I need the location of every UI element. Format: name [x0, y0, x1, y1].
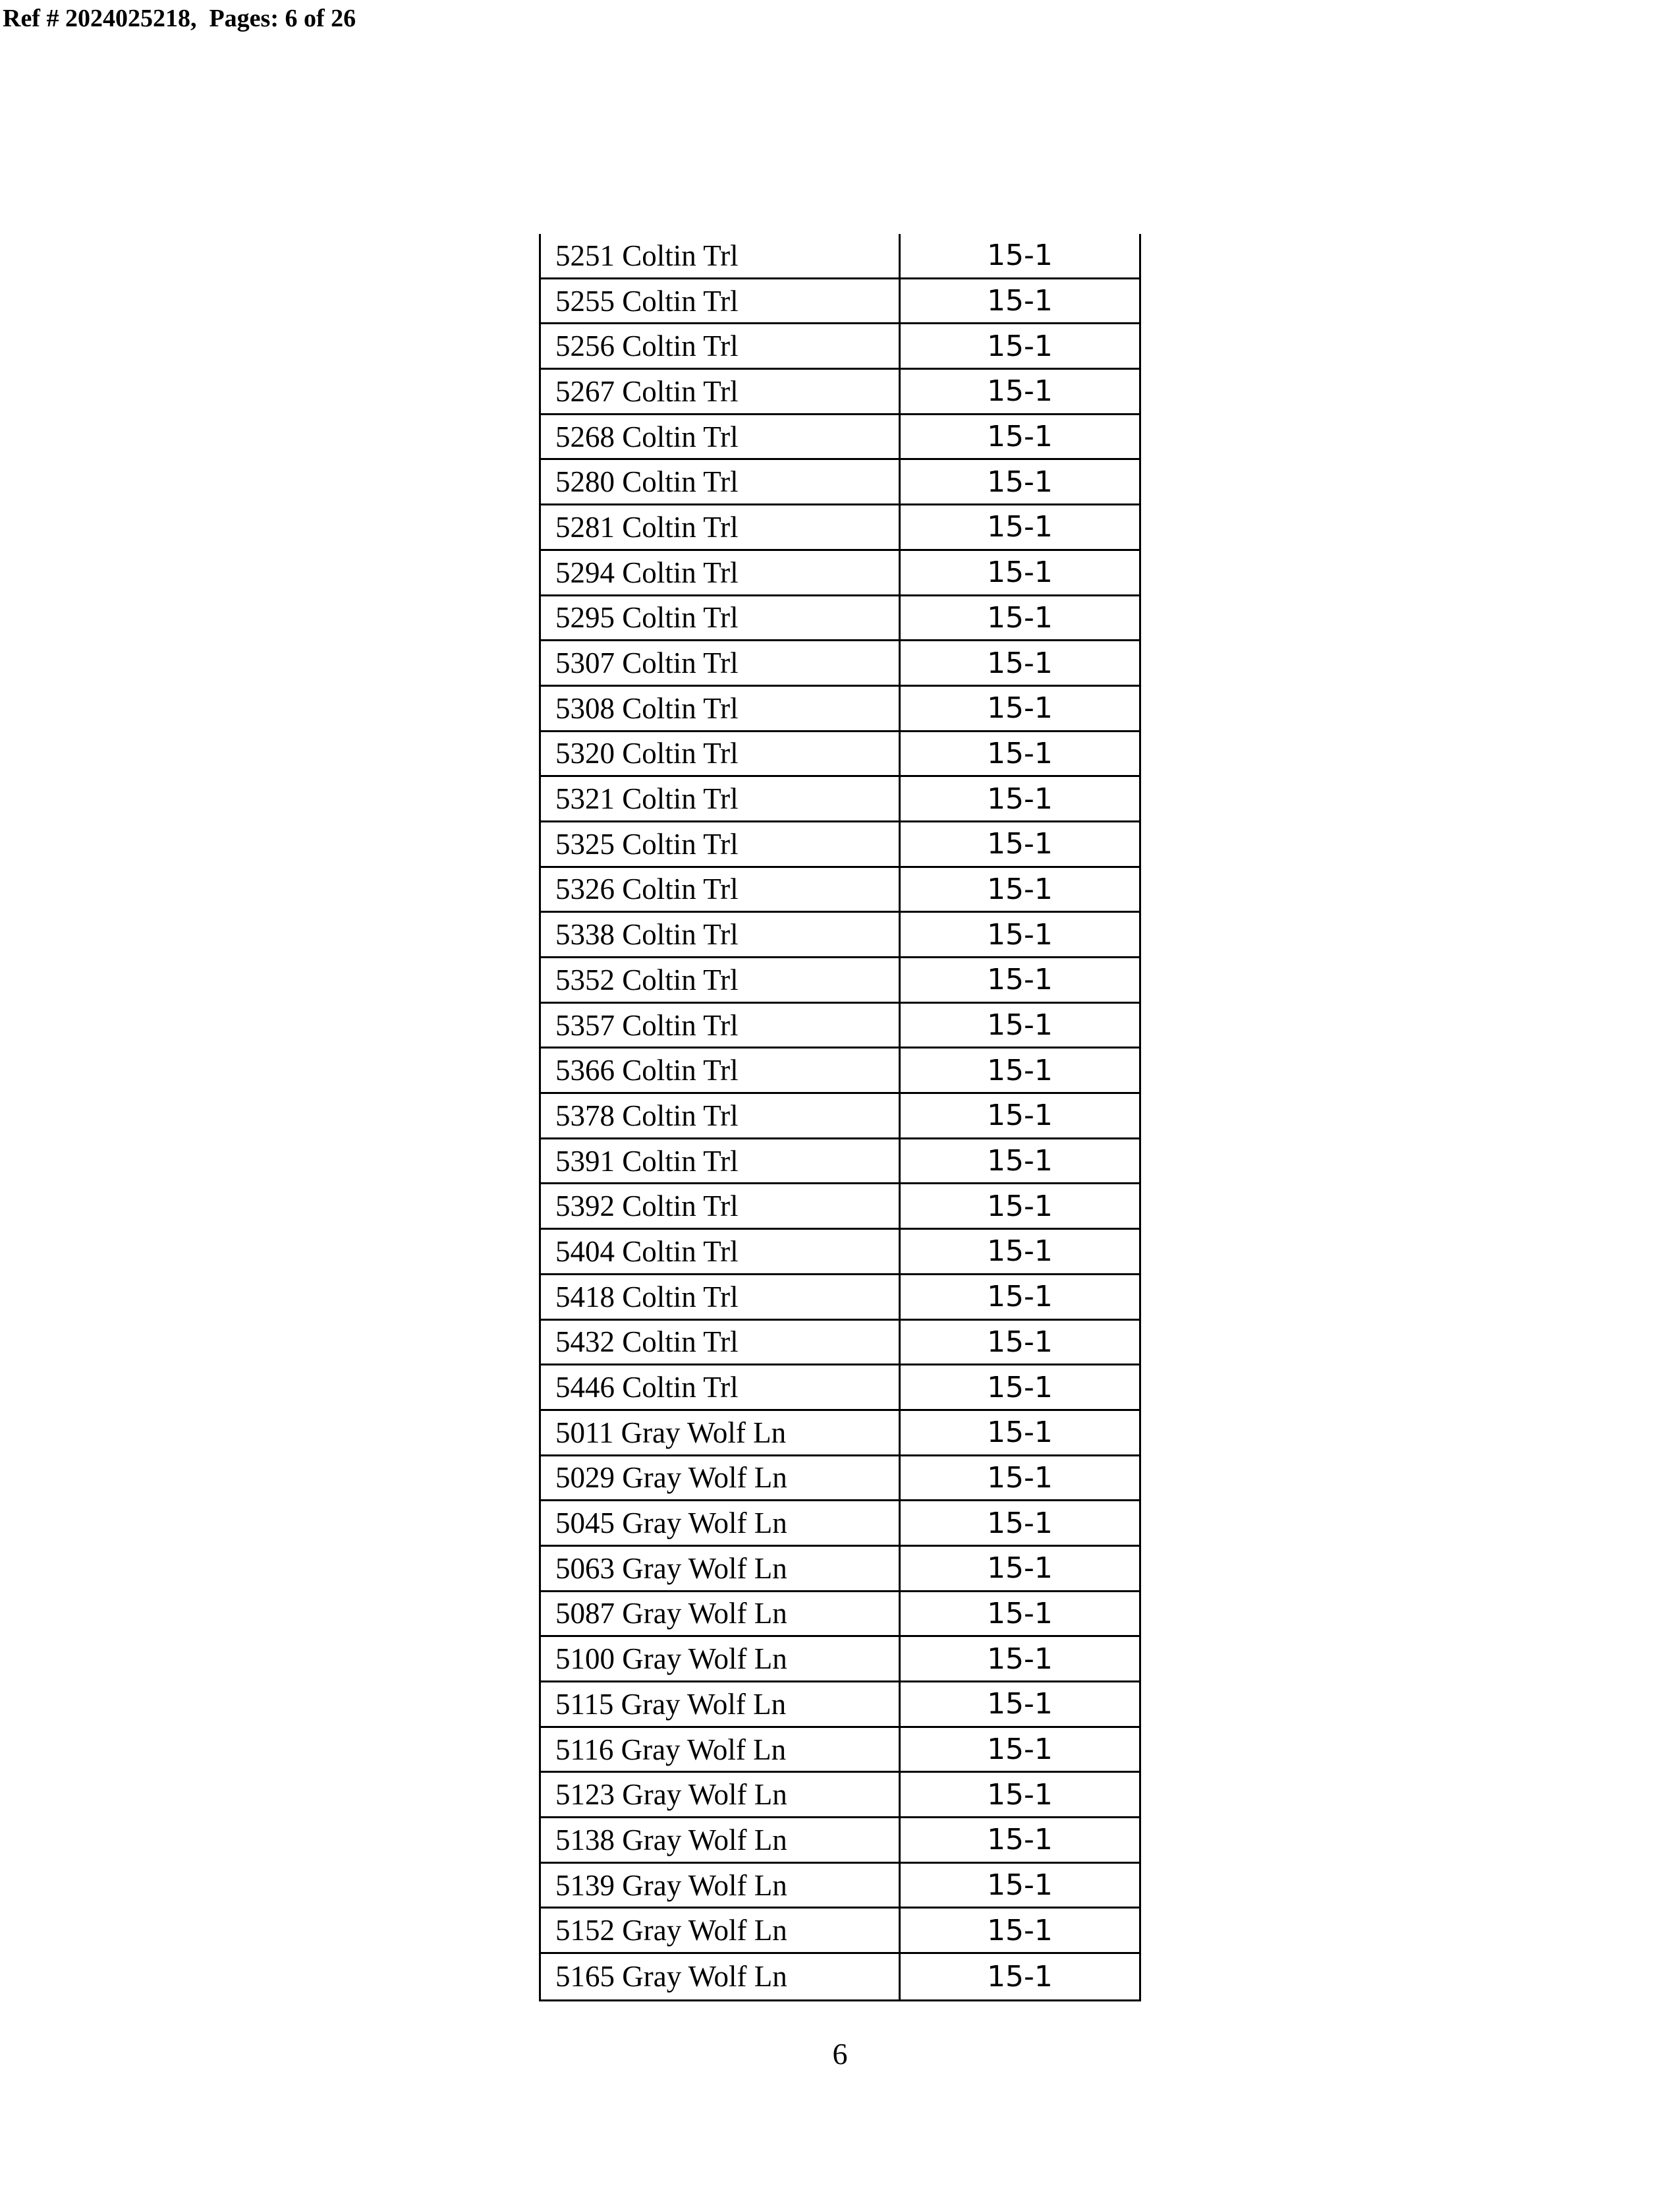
code-cell: 15-1 — [987, 1642, 1053, 1676]
table-row — [541, 1547, 1139, 1592]
address-cell: 5418 Coltin Trl — [541, 1275, 901, 1319]
address-cell: 5251 Coltin Trl — [541, 234, 901, 277]
code-cell: 15-1 — [987, 1460, 1053, 1495]
code-cell: 15-1 — [987, 374, 1053, 409]
address-cell: 5256 Coltin Trl — [541, 324, 901, 368]
table-row — [541, 732, 1139, 778]
code-cell: 15-1 — [987, 1913, 1053, 1947]
code-cell: 15-1 — [987, 1234, 1053, 1269]
table-row — [541, 1139, 1139, 1185]
table-row — [541, 324, 1139, 370]
page-number: 6 — [832, 2037, 848, 2071]
code-cell: 15-1 — [987, 1099, 1053, 1133]
table-row — [541, 1048, 1139, 1094]
address-cell: 5116 Gray Wolf Ln — [541, 1728, 901, 1771]
address-cell: 5321 Coltin Trl — [541, 777, 901, 820]
address-cell: 5432 Coltin Trl — [541, 1321, 901, 1364]
code-cell: 15-1 — [987, 646, 1053, 680]
address-cell: 5255 Coltin Trl — [541, 279, 901, 323]
code-cell: 15-1 — [987, 872, 1053, 906]
address-cell: 5357 Coltin Trl — [541, 1004, 901, 1047]
address-cell: 5115 Gray Wolf Ln — [541, 1682, 901, 1726]
address-cell: 5446 Coltin Trl — [541, 1365, 901, 1409]
code-cell: 15-1 — [987, 917, 1053, 952]
table-row — [541, 913, 1139, 958]
table-row — [541, 1592, 1139, 1638]
code-cell: 15-1 — [987, 1506, 1053, 1540]
table-row — [541, 1637, 1139, 1682]
table-row — [541, 1773, 1139, 1818]
address-cell: 5308 Coltin Trl — [541, 687, 901, 730]
table-row — [541, 1094, 1139, 1139]
address-table — [539, 234, 1141, 2001]
code-cell: 15-1 — [987, 556, 1053, 590]
code-cell: 15-1 — [987, 1733, 1053, 1767]
code-cell: 15-1 — [987, 510, 1053, 544]
address-cell: 5378 Coltin Trl — [541, 1094, 901, 1137]
code-cell: 15-1 — [987, 1189, 1053, 1223]
code-cell: 15-1 — [987, 827, 1053, 861]
table-row — [541, 1728, 1139, 1773]
table-row — [541, 1864, 1139, 1909]
address-cell: 5307 Coltin Trl — [541, 641, 901, 685]
document-reference-header: Ref # 2024025218, Pages: 6 of 26 — [3, 5, 356, 32]
address-cell: 5268 Coltin Trl — [541, 415, 901, 459]
address-cell: 5326 Coltin Trl — [541, 868, 901, 911]
table-row — [541, 1682, 1139, 1728]
address-cell: 5138 Gray Wolf Ln — [541, 1818, 901, 1862]
address-cell: 5325 Coltin Trl — [541, 822, 901, 866]
code-cell: 15-1 — [987, 1551, 1053, 1586]
table-row — [541, 1004, 1139, 1049]
code-cell: 15-1 — [987, 239, 1053, 273]
code-cell: 15-1 — [987, 1823, 1053, 1857]
table-row — [541, 1184, 1139, 1230]
table-row — [541, 958, 1139, 1004]
table-row — [541, 234, 1139, 279]
address-cell: 5366 Coltin Trl — [541, 1048, 901, 1092]
address-cell: 5281 Coltin Trl — [541, 505, 901, 549]
code-cell: 15-1 — [987, 465, 1053, 499]
code-cell: 15-1 — [987, 1053, 1053, 1087]
code-cell: 15-1 — [987, 1777, 1053, 1812]
code-cell: 15-1 — [987, 1596, 1053, 1630]
address-cell: 5063 Gray Wolf Ln — [541, 1547, 901, 1590]
address-cell: 5139 Gray Wolf Ln — [541, 1864, 901, 1907]
code-cell: 15-1 — [987, 1144, 1053, 1178]
table-row — [541, 868, 1139, 913]
address-cell: 5404 Coltin Trl — [541, 1230, 901, 1273]
table-row — [541, 687, 1139, 732]
table-row — [541, 551, 1139, 596]
code-cell: 15-1 — [987, 1868, 1053, 1903]
address-cell: 5392 Coltin Trl — [541, 1184, 901, 1228]
table-row — [541, 596, 1139, 642]
table-row — [541, 822, 1139, 868]
address-cell: 5123 Gray Wolf Ln — [541, 1773, 901, 1816]
address-cell: 5295 Coltin Trl — [541, 596, 901, 640]
table-row — [541, 777, 1139, 822]
code-cell: 15-1 — [987, 1370, 1053, 1404]
address-cell: 5294 Coltin Trl — [541, 551, 901, 594]
code-cell: 15-1 — [987, 691, 1053, 726]
address-cell: 5267 Coltin Trl — [541, 370, 901, 413]
table-row — [541, 460, 1139, 505]
code-cell: 15-1 — [987, 1280, 1053, 1314]
table-row — [541, 1365, 1139, 1411]
code-cell: 15-1 — [987, 736, 1053, 770]
code-cell: 15-1 — [987, 1325, 1053, 1359]
address-cell: 5045 Gray Wolf Ln — [541, 1501, 901, 1545]
table-row — [541, 1909, 1139, 1954]
table-row — [541, 1275, 1139, 1321]
code-cell: 15-1 — [987, 1416, 1053, 1450]
code-cell: 15-1 — [987, 329, 1053, 363]
address-cell: 5087 Gray Wolf Ln — [541, 1592, 901, 1636]
address-cell: 5280 Coltin Trl — [541, 460, 901, 503]
address-cell: 5152 Gray Wolf Ln — [541, 1909, 901, 1952]
address-cell: 5391 Coltin Trl — [541, 1139, 901, 1183]
table-row — [541, 370, 1139, 415]
table-row — [541, 1954, 1139, 1999]
address-cell: 5011 Gray Wolf Ln — [541, 1411, 901, 1454]
code-cell: 15-1 — [987, 420, 1053, 454]
address-cell: 5100 Gray Wolf Ln — [541, 1637, 901, 1680]
code-cell: 15-1 — [987, 284, 1053, 318]
table-row — [541, 1818, 1139, 1864]
code-cell: 15-1 — [987, 600, 1053, 635]
table-row — [541, 279, 1139, 325]
code-cell: 15-1 — [987, 1959, 1053, 1994]
code-cell: 15-1 — [987, 1008, 1053, 1043]
table-row — [541, 1456, 1139, 1502]
table-row — [541, 641, 1139, 687]
table-row — [541, 505, 1139, 551]
address-cell: 5352 Coltin Trl — [541, 958, 901, 1002]
table-row — [541, 1321, 1139, 1366]
table-row — [541, 415, 1139, 461]
address-cell: 5338 Coltin Trl — [541, 913, 901, 956]
address-cell: 5165 Gray Wolf Ln — [541, 1954, 901, 1999]
table-row — [541, 1501, 1139, 1547]
code-cell: 15-1 — [987, 963, 1053, 997]
code-cell: 15-1 — [987, 1687, 1053, 1721]
address-cell: 5029 Gray Wolf Ln — [541, 1456, 901, 1500]
code-cell: 15-1 — [987, 782, 1053, 816]
table-row — [541, 1411, 1139, 1456]
table-row — [541, 1230, 1139, 1275]
address-cell: 5320 Coltin Trl — [541, 732, 901, 776]
